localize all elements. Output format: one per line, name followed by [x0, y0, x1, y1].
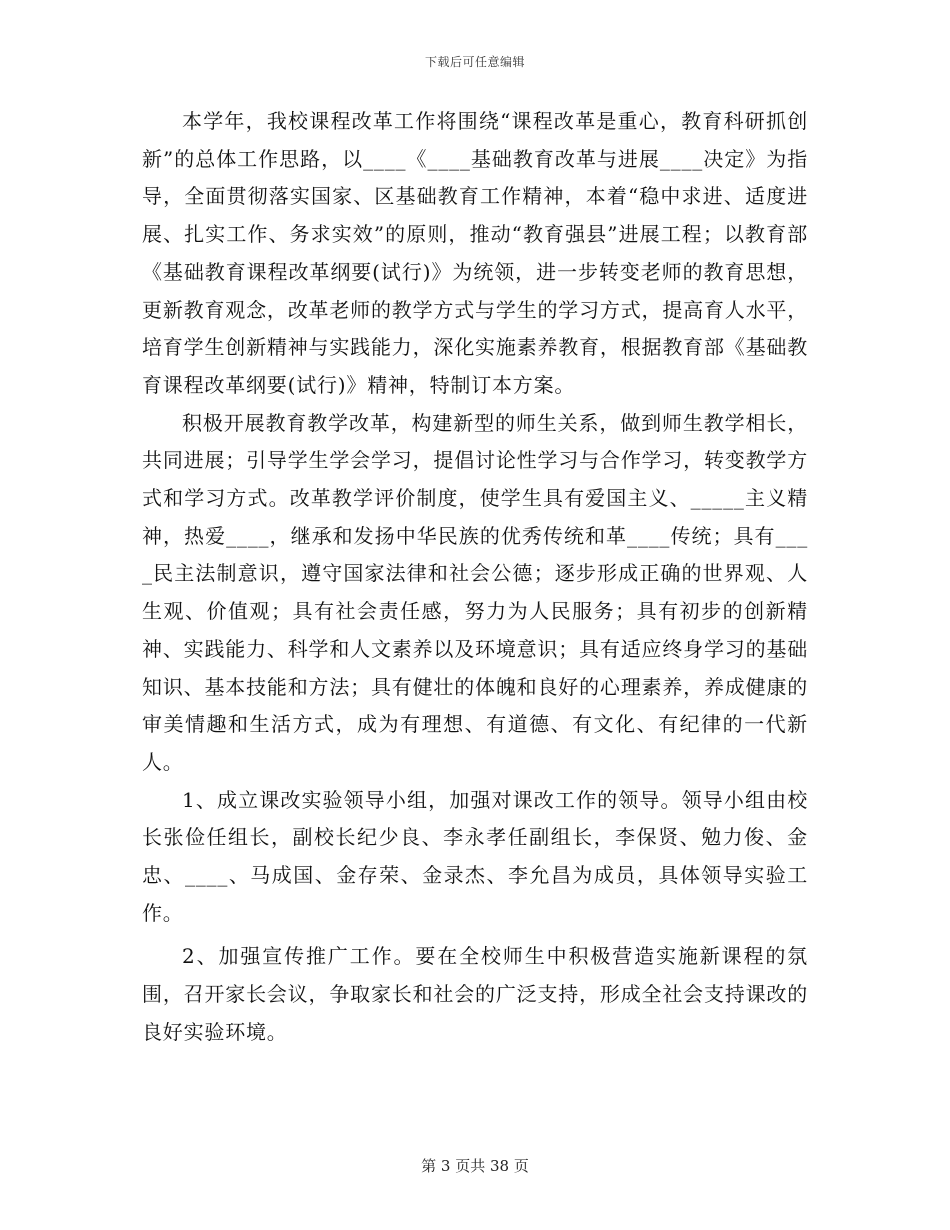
- paragraph-item-1: 1、成立课改实验领导小组，加强对课改工作的领导。领导小组由校长张俭任组长，副校长纪少良、李永孝任副组长，李保贤、勉力俊、金忠、____、马成国、金存荣、金录杰、李允昌为成员，具体领导实验工作。: [142, 787, 808, 925]
- paragraph-item-2: 2、加强宣传推广工作。要在全校师生中积极营造实施新课程的氛围，召开家长会议，争取家长和社会的广泛支持，形成全社会支持课改的良好实验环境。: [142, 944, 808, 1044]
- page-header: 下载后可任意编辑: [424, 55, 525, 69]
- paragraph-intro: 本学年，我校课程改革工作将围绕“课程改革是重心，教育科研抓创新”的总体工作思路，以____《____基础教育改革与进展____决定》为指导，全面贯彻落实国家、区基础教育工作精神，本着“稳中求进、适度进展、扎实工作、务求实效”的原则，推动“教育强县”进展工程；以教育部《基础教育课程改革纲要(试行)》为统领，进一步转变老师的教育思想，更新教育观念，改革老师的教学方式与学生的学习方式，提高育人水平，培育学生创新精神与实践能力，深化实施素养教育，根据教育部《基础教育课程改革纲要(试行)》精神，特制订本方案。: [142, 109, 808, 397]
- page-number: 第 3 页共 38 页: [421, 1157, 529, 1175]
- paragraph-reform: 积极开展教育教学改革，构建新型的师生关系，做到师生教学相长，共同进展；引导学生学会学习，提倡讨论性学习与合作学习，转变教学方式和学习方式。改革教学评价制度，使学生具有爱国主义、_____主义精神，热爱____，继承和发扬中华民族的优秀传统和革____传统；具有____民主法制意识，遵守国家法律和社会公德；逐步形成正确的世界观、人生观、价值观；具有社会责任感，努力为人民服务；具有初步的创新精神、实践能力、科学和人文素养以及环境意识；具有适应终身学习的基础知识、基本技能和方法；具有健壮的体魄和良好的心理素养，养成健康的审美情趣和生活方式，成为有理想、有道德、有文化、有纪律的一代新人。: [142, 410, 808, 774]
- document-body: [142, 103, 808, 1052]
